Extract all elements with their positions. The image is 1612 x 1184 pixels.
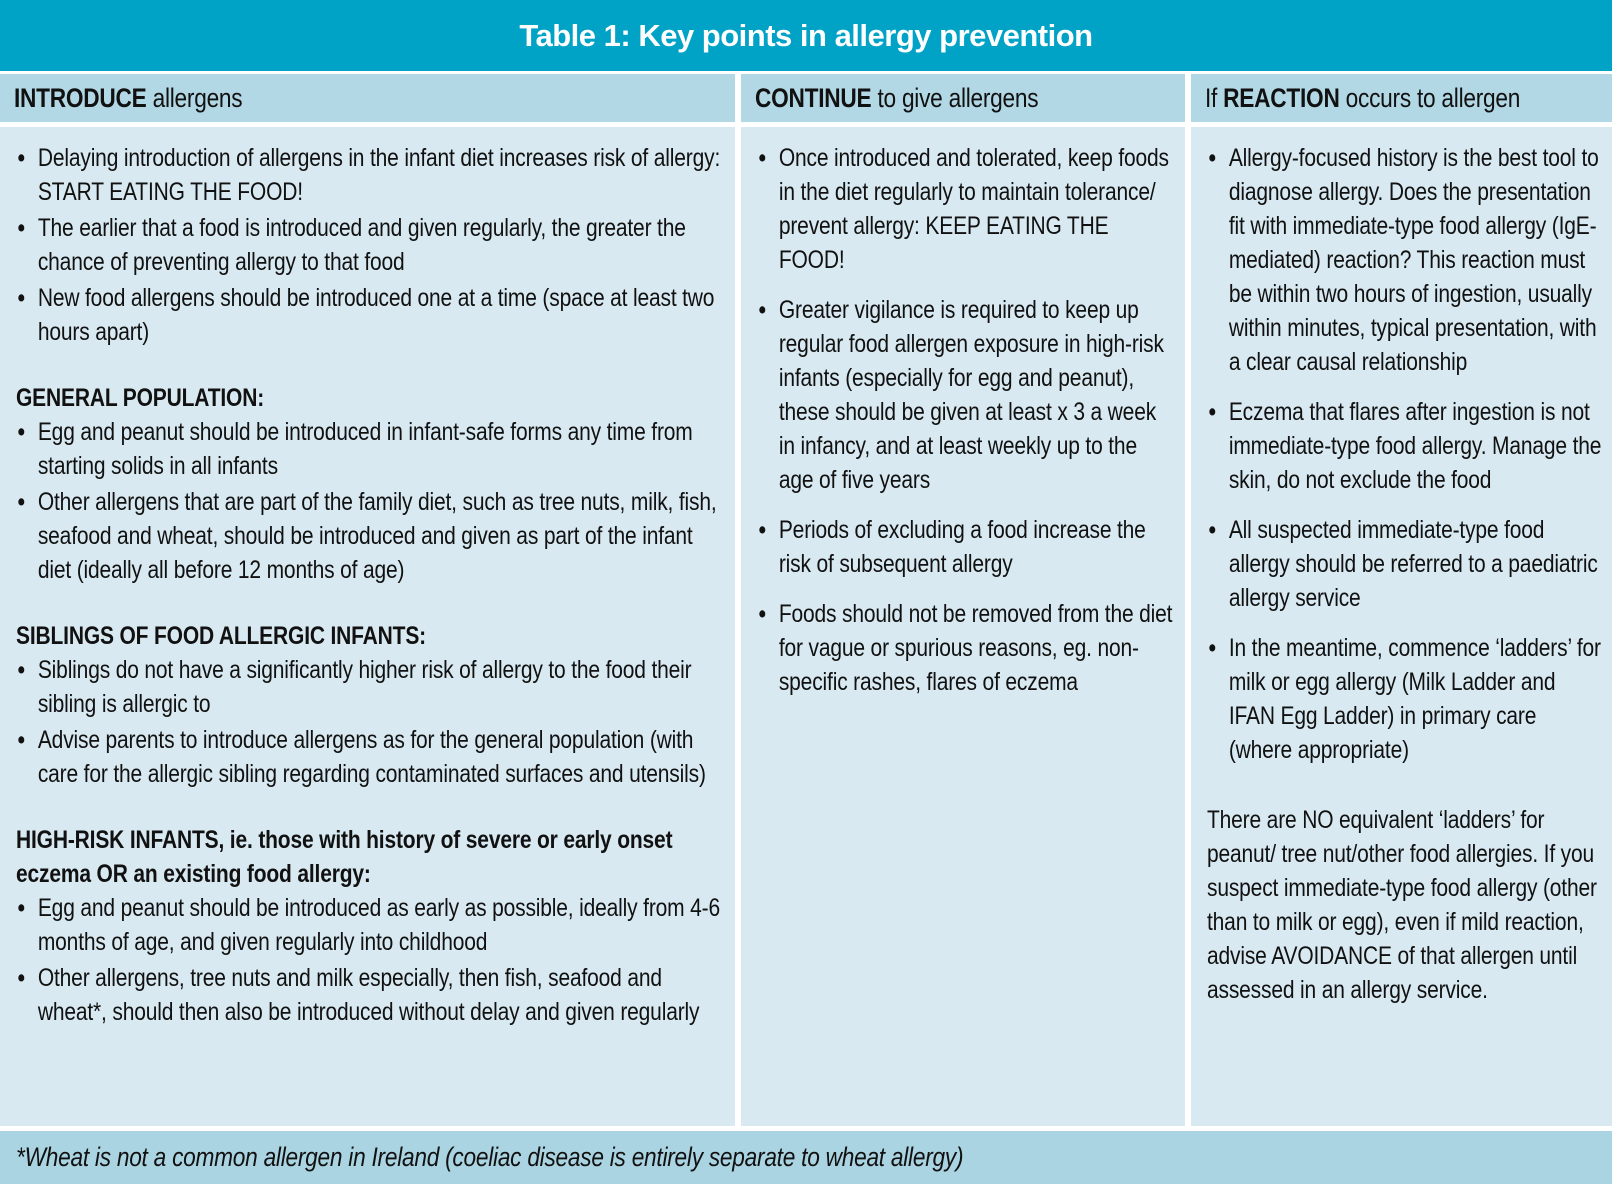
- bullet-list: [16, 415, 725, 587]
- bullet-item: [757, 293, 1175, 497]
- bullet-marker: •: [17, 894, 25, 922]
- bullet-text: Other allergens, tree nuts and milk especially, then fish, seafood and wheat*, should then also be introduced without delay and given regularly: [37, 964, 700, 1026]
- bullet-marker: •: [17, 488, 25, 516]
- table-footnote-bar: [0, 1131, 1612, 1184]
- bullet-marker: •: [17, 418, 25, 446]
- bullet-marker: •: [758, 296, 766, 324]
- header-text: allergens: [146, 82, 243, 113]
- column-header-label: [1205, 83, 1535, 114]
- bullet-item: [757, 141, 1175, 277]
- bullet-marker: •: [17, 726, 25, 754]
- bullet-item: [16, 891, 725, 959]
- bullet-list: [16, 141, 725, 349]
- section-heading: HIGH-RISK INFANTS, ie. those with history of severe or early onset eczema OR an existing food allergy:: [16, 826, 673, 888]
- column-body-reaction: [1191, 127, 1612, 1126]
- header-text: If: [1205, 82, 1224, 113]
- bullet-text: Other allergens that are part of the family diet, such as tree nuts, milk, fish, seafood and wheat, should be introduced and given as part of the infant diet (ideally all before 12 months of age): [37, 488, 717, 584]
- bullet-text: All suspected immediate-type food allergy should be referred to a paediatric allergy service: [1228, 516, 1598, 612]
- table-title: Table 1: Key points in allergy prevention: [519, 17, 1093, 53]
- bullet-text: Foods should not be removed from the diet for vague or spurious reasons, eg. non-specific rashes, flares of eczema: [778, 600, 1173, 696]
- column-body-continue: [741, 127, 1185, 1126]
- bullet-text: New food allergens should be introduced one at a time (space at least two hours apart): [37, 284, 715, 346]
- bullet-list: [1207, 141, 1602, 767]
- bullet-item: [757, 597, 1175, 699]
- bullet-item: [1207, 631, 1602, 767]
- bullet-text: Advise parents to introduce allergens as for the general population (with care for the allergic sibling regarding contaminated surfaces and utensils): [37, 726, 706, 788]
- bullet-text: Egg and peanut should be introduced as early as possible, ideally from 4-6 months of age, and given regularly into childhood: [37, 894, 721, 956]
- column-header-row: [0, 74, 1612, 122]
- section-heading: SIBLINGS OF FOOD ALLERGIC INFANTS:: [16, 622, 427, 650]
- bullet-text: Egg and peanut should be introduced in infant-safe forms any time from starting solids in all infants: [37, 418, 693, 480]
- bullet-list: [757, 141, 1175, 699]
- header-strong-text: REACTION: [1223, 82, 1340, 113]
- bullet-item: [16, 723, 725, 791]
- bullet-text: Once introduced and tolerated, keep foods in the diet regularly to maintain tolerance/ prevent allergy: KEEP EATING THE FOOD!: [778, 144, 1169, 274]
- header-text: to give allergens: [871, 82, 1039, 113]
- bullet-marker: •: [758, 516, 766, 544]
- column-header-label: [14, 83, 608, 114]
- column-content: [757, 141, 1175, 699]
- bullet-item: [1207, 395, 1602, 497]
- bullet-marker: •: [17, 964, 25, 992]
- bullet-item: [16, 653, 725, 721]
- bullet-marker: •: [1208, 634, 1216, 662]
- bullet-text: Siblings do not have a significantly higher risk of allergy to the food their sibling is allergic to: [37, 656, 692, 718]
- column-content: [1207, 141, 1602, 1007]
- bullet-marker: •: [17, 144, 25, 172]
- bullet-marker: •: [1208, 398, 1216, 426]
- table-title-bar: [0, 0, 1612, 71]
- bullet-list: [16, 891, 725, 1029]
- bullet-item: [16, 281, 725, 349]
- bullet-marker: •: [17, 656, 25, 684]
- bullet-marker: •: [758, 600, 766, 628]
- column-content: [16, 141, 725, 1029]
- bullet-marker: •: [758, 144, 766, 172]
- bullet-item: [1207, 513, 1602, 615]
- column-header-reaction: [1191, 74, 1612, 122]
- bullet-item: [757, 513, 1175, 581]
- note-paragraph: There are NO equivalent ‘ladders’ for peanut/ tree nut/other food allergies. If you suspect immediate-type food allergy (other than to milk or egg), even if mild reaction, advise AVOIDANCE of that allergen until assessed in an allergy service.: [1207, 806, 1597, 1004]
- bullet-item: [16, 961, 725, 1029]
- bullet-marker: •: [17, 284, 25, 312]
- footnote-text: *Wheat is not a common allergen in Ireland (coeliac disease is entirely separate to wheat allergy): [16, 1142, 964, 1172]
- bullet-text: Greater vigilance is required to keep up regular food allergen exposure in high-risk infants (especially for egg and peanut), these should be given at least x 3 a week in infancy, and at least weekly up to the age of five years: [778, 296, 1164, 494]
- bullet-text: In the meantime, commence ‘ladders’ for milk or egg allergy (Milk Ladder and IFAN Egg Ladder) in primary care (where appropriate): [1228, 634, 1601, 764]
- bullet-item: [16, 485, 725, 587]
- bullet-marker: •: [1208, 144, 1216, 172]
- table-body-row: [0, 127, 1612, 1126]
- header-text: occurs to allergen: [1339, 82, 1521, 113]
- column-header-continue: [741, 74, 1185, 122]
- section-heading: GENERAL POPULATION:: [16, 384, 265, 412]
- bullet-list: [16, 653, 725, 791]
- bullet-item: [16, 211, 725, 279]
- column-header-label: [755, 83, 1104, 114]
- bullet-marker: •: [1208, 516, 1216, 544]
- column-header-introduce: [0, 74, 735, 122]
- bullet-text: Delaying introduction of allergens in the infant diet increases risk of allergy: START EATING THE FOOD!: [37, 144, 721, 206]
- bullet-text: Periods of excluding a food increase the risk of subsequent allergy: [778, 516, 1146, 578]
- header-strong-text: CONTINUE: [755, 82, 872, 113]
- bullet-item: [16, 415, 725, 483]
- bullet-item: [1207, 141, 1602, 379]
- column-body-introduce: [0, 127, 735, 1126]
- bullet-text: The earlier that a food is introduced and given regularly, the greater the chance of preventing allergy to that food: [37, 214, 686, 276]
- header-strong-text: INTRODUCE: [14, 82, 147, 113]
- bullet-text: Eczema that flares after ingestion is not immediate-type food allergy. Manage the skin, do not exclude the food: [1228, 398, 1602, 494]
- bullet-item: [16, 141, 725, 209]
- bullet-marker: •: [17, 214, 25, 242]
- bullet-text: Allergy-focused history is the best tool to diagnose allergy. Does the presentation fit with immediate-type food allergy (IgE-mediated) reaction? This reaction must be within two hours of ingestion, usually within minutes, typical presentation, with a clear causal relationship: [1228, 144, 1599, 376]
